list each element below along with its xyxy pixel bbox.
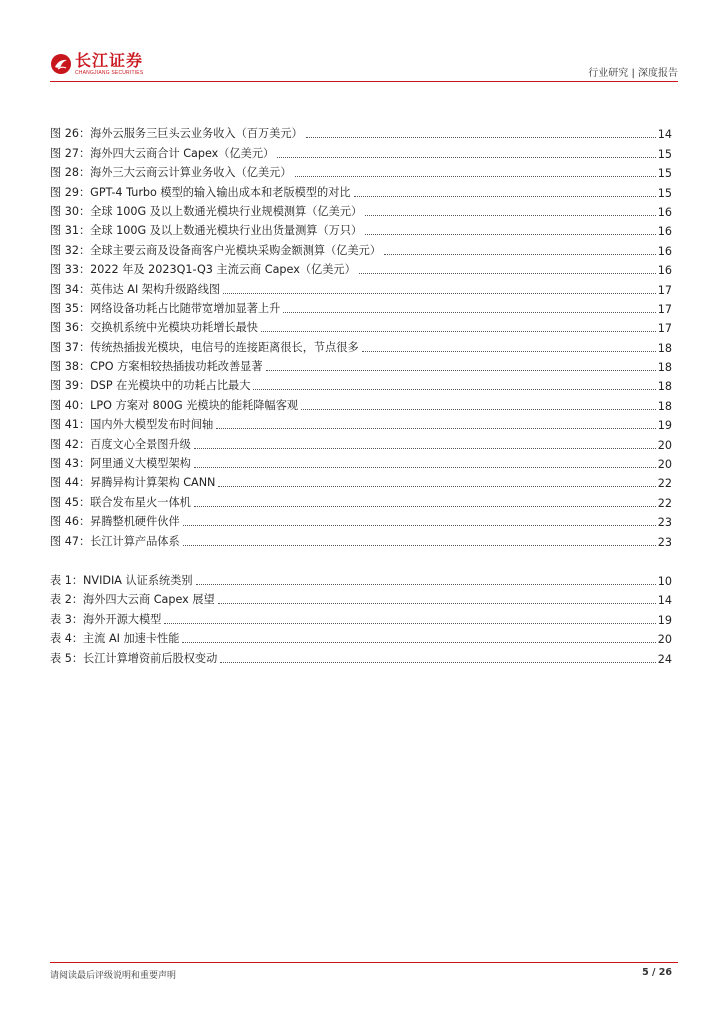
toc-entry-label: 图 26：海外云服务三巨头云业务收入（百万美元）	[50, 127, 303, 141]
dot-leader	[253, 388, 655, 390]
figure-list	[50, 122, 672, 549]
toc-entry-page: 19	[657, 419, 672, 433]
toc-entry-page: 10	[657, 574, 672, 588]
toc-entry-label: 图 43：阿里通义大模型架构	[50, 457, 191, 471]
toc-entry[interactable]	[50, 490, 672, 509]
toc-entry-page: 20	[657, 438, 672, 452]
toc-entry[interactable]	[50, 122, 672, 141]
dot-leader	[182, 641, 655, 643]
toc-entry-page: 20	[657, 458, 672, 472]
dot-leader	[365, 214, 656, 216]
dot-leader	[220, 661, 655, 663]
table-list	[50, 569, 672, 666]
toc-entry[interactable]	[50, 646, 672, 665]
toc-entry[interactable]	[50, 200, 672, 219]
dot-leader	[196, 583, 656, 585]
toc-entry-label: 表 3：海外开源大模型	[50, 612, 162, 626]
toc-entry-page: 22	[657, 496, 672, 510]
toc-entry-label: 图 35：网络设备功耗占比随带宽增加显著上升	[50, 301, 281, 315]
toc-entry-label: 图 42：百度文心全景图升级	[50, 437, 191, 451]
toc-entry[interactable]	[50, 452, 672, 471]
dot-leader	[384, 253, 656, 255]
footer-disclaimer: 请阅读最后评级说明和重要声明	[50, 971, 177, 981]
toc-entry-page: 18	[657, 399, 672, 413]
toc-entry-label: 表 4：主流 AI 加速卡性能	[50, 632, 180, 646]
toc-entry[interactable]	[50, 471, 672, 490]
section-gap	[50, 549, 672, 569]
header-divider	[50, 81, 678, 82]
toc-entry-page: 15	[657, 167, 672, 181]
toc-entry-page: 15	[657, 186, 672, 200]
toc-entry-label: 图 44：昇腾异构计算架构 CANN	[50, 476, 216, 490]
dot-leader	[216, 427, 656, 429]
toc-entry-label: 图 37：传统热插拔光模块，电信号的连接距离很长，节点很多	[50, 340, 359, 354]
toc-entry[interactable]	[50, 335, 672, 354]
dot-leader	[183, 524, 656, 526]
dot-leader	[194, 466, 656, 468]
toc-entry[interactable]	[50, 393, 672, 412]
toc-entry-label: 图 47：长江计算产品体系	[50, 534, 180, 548]
toc-entry-label: 图 30：全球 100G 及以上数通光模块行业规模测算（亿美元）	[50, 204, 363, 218]
toc-entry[interactable]	[50, 627, 672, 646]
toc-entry-page: 17	[657, 283, 672, 297]
toc-entry-label: 图 31：全球 100G 及以上数通光模块行业出货量测算（万只）	[50, 224, 363, 238]
toc-entry-label: 表 2：海外四大云商 Capex 展望	[50, 593, 215, 607]
dot-leader	[223, 292, 656, 294]
toc-entry[interactable]	[50, 355, 672, 374]
toc-entry[interactable]	[50, 238, 672, 257]
dot-leader	[359, 272, 656, 274]
dot-leader	[306, 136, 656, 138]
logo-english-name: CHANGJIANG SECURITIES	[75, 69, 144, 76]
toc-entry-label: 图 34：英伟达 AI 架构升级路线图	[50, 282, 221, 296]
dot-leader	[218, 602, 656, 604]
toc-entry-page: 19	[657, 613, 672, 627]
toc-entry-label: 表 5：长江计算增资前后股权变动	[50, 651, 218, 665]
toc-entry-page: 17	[657, 322, 672, 336]
toc-entry[interactable]	[50, 588, 672, 607]
toc-entry[interactable]	[50, 297, 672, 316]
dot-leader	[362, 350, 656, 352]
dot-leader	[295, 175, 656, 177]
company-logo	[50, 49, 143, 79]
toc-entry[interactable]	[50, 432, 672, 451]
toc-entry-label: 图 27：海外四大云商合计 Capex（亿美元）	[50, 146, 275, 160]
page-number: 5 / 26	[642, 967, 672, 978]
toc-entry-page: 14	[657, 594, 672, 608]
toc-entry-page: 23	[657, 516, 672, 530]
footer-divider	[50, 962, 678, 963]
toc-entry-page: 18	[657, 361, 672, 375]
toc-entry-label: 图 32：全球主要云商及设备商客户光模块采购金额测算（亿美元）	[50, 243, 382, 257]
toc-entry[interactable]	[50, 529, 672, 548]
toc-entry[interactable]	[50, 510, 672, 529]
report-section-label: 行业研究 | 深度报告	[588, 68, 678, 79]
toc-entry-label: 图 36：交换机系统中光模块功耗增长最快	[50, 321, 258, 335]
toc-entry[interactable]	[50, 277, 672, 296]
page-header	[50, 45, 678, 81]
toc-entry-label: 表 1：NVIDIA 认证系统类别	[50, 573, 193, 587]
toc-entry[interactable]	[50, 258, 672, 277]
toc-entry-page: 15	[657, 147, 672, 161]
toc-entry-label: 图 39：DSP 在光模块中的功耗占比最大	[50, 379, 251, 393]
dot-leader	[164, 622, 655, 624]
dot-leader	[218, 485, 655, 487]
toc-entry-label: 图 45：联合发布星火一体机	[50, 495, 191, 509]
toc-entry-page: 16	[657, 264, 672, 278]
table-of-figures	[50, 122, 672, 666]
toc-entry-label: 图 33：2022 年及 2023Q1-Q3 主流云商 Capex（亿美元）	[50, 263, 356, 277]
toc-entry-page: 17	[657, 302, 672, 316]
toc-entry[interactable]	[50, 413, 672, 432]
dot-leader	[194, 505, 656, 507]
toc-entry-page: 16	[657, 225, 672, 239]
toc-entry-page: 22	[657, 477, 672, 491]
toc-entry-page: 18	[657, 341, 672, 355]
toc-entry-label: 图 28：海外三大云商云计算业务收入（亿美元）	[50, 166, 292, 180]
toc-entry-label: 图 38：CPO 方案相较热插拔功耗改善显著	[50, 360, 263, 374]
toc-entry[interactable]	[50, 569, 672, 588]
toc-entry-page: 20	[657, 633, 672, 647]
toc-entry-page: 24	[657, 652, 672, 666]
toc-entry-page: 18	[657, 380, 672, 394]
toc-entry-label: 图 41：国内外大模型发布时间轴	[50, 418, 214, 432]
logo-emblem-icon	[50, 53, 72, 75]
toc-entry-page: 16	[657, 244, 672, 258]
dot-leader	[194, 447, 656, 449]
toc-entry[interactable]	[50, 141, 672, 160]
toc-entry-page: 14	[657, 128, 672, 142]
logo-chinese-name: 长江证券	[75, 50, 144, 70]
dot-leader	[354, 195, 656, 197]
dot-leader	[277, 156, 656, 158]
toc-entry[interactable]	[50, 316, 672, 335]
toc-entry[interactable]	[50, 180, 672, 199]
dot-leader	[183, 544, 656, 546]
dot-leader	[266, 369, 656, 371]
dot-leader	[365, 233, 656, 235]
toc-entry[interactable]	[50, 607, 672, 626]
toc-entry-label: 图 29：GPT-4 Turbo 模型的输入输出成本和老版模型的对比	[50, 185, 351, 199]
dot-leader	[283, 311, 655, 313]
toc-entry[interactable]	[50, 161, 672, 180]
dot-leader	[261, 330, 656, 332]
toc-entry-page: 16	[657, 205, 672, 219]
toc-entry-label: 图 46：昇腾整机硬件伙伴	[50, 515, 180, 529]
toc-entry[interactable]	[50, 374, 672, 393]
toc-entry-label: 图 40：LPO 方案对 800G 光模块的能耗降幅客观	[50, 398, 299, 412]
toc-entry-page: 23	[657, 535, 672, 549]
dot-leader	[301, 408, 656, 410]
toc-entry[interactable]	[50, 219, 672, 238]
